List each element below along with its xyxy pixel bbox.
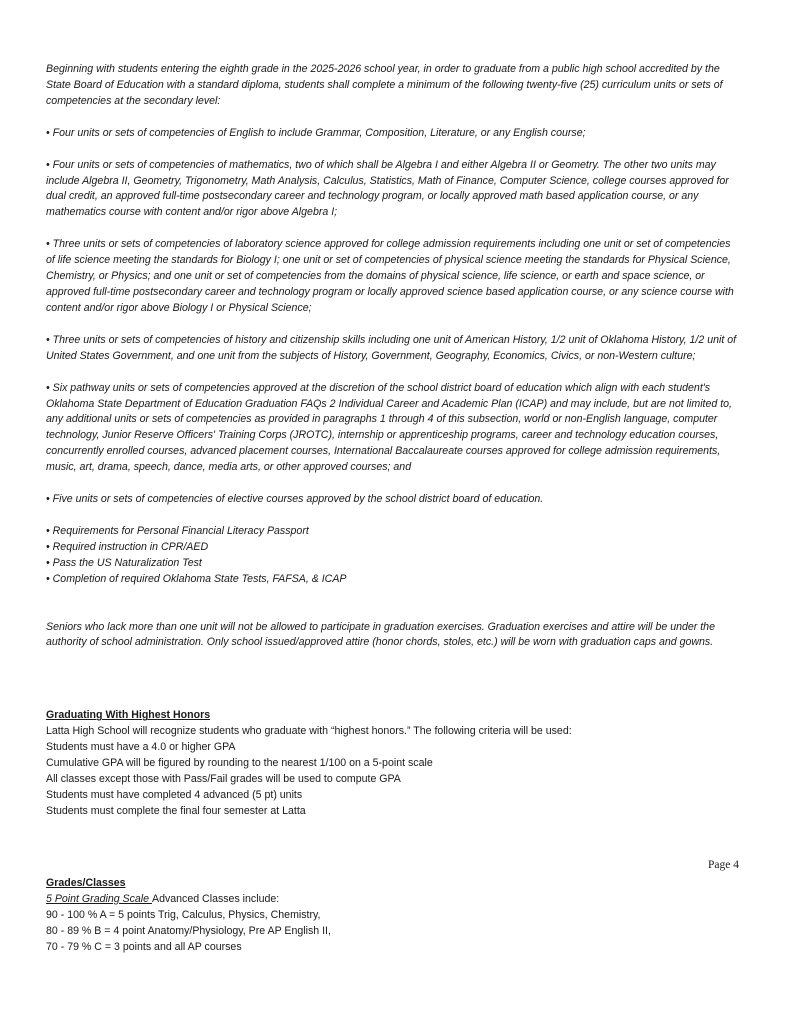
- requirement-mathematics: • Four units or sets of competencies of mathematics, two of which shall be Algebra I and either Algebra II or Geometry. The other two units may include Algebra II, Geometry, Trigonometry, Math Analysis, Calculus, Statistics, Math of Finance, Computer Science, college courses approved for dual credit, an approved full-time postsecondary career and technology program, or locally approved math based application course, or any mathematics course with content and/or rigor above Algebra I;: [46, 158, 729, 219]
- list-item: Students must have completed 4 advanced (5 pt) units: [46, 789, 303, 802]
- list-item: • Completion of required Oklahoma State Tests, FAFSA, & ICAP: [46, 572, 347, 585]
- section-heading: Graduating With Highest Honors: [46, 709, 211, 722]
- list-item: Students must have a 4.0 or higher GPA: [46, 741, 236, 754]
- requirement-history: • Three units or sets of competencies of history and citizenship skills including one unit of American History, 1/2 unit of Oklahoma History, 1/2 unit of United States Government, and one unit from the subjects of History, Government, Geography, Economics, Civics, or non-Western culture;: [46, 333, 737, 362]
- additional-requirements-list: [46, 524, 741, 588]
- list-item: 70 - 79 % C = 3 points and all AP courses: [46, 941, 242, 953]
- grading-scale-label: 5 Point Grading Scale: [46, 893, 152, 905]
- list-item: • Required instruction in CPR/AED: [46, 540, 209, 553]
- section-heading: Grades/Classes: [46, 877, 126, 889]
- highest-honors-section: [46, 707, 741, 819]
- requirement-science: • Three units or sets of competencies of laboratory science approved for college admission requirements including one unit or set of competencies of life science meeting the standards for Biology I; one unit or set of competencies of physical science meeting the standards for Physical Science, Chemistry, or Physics; and one unit or set of competencies from the domains of physical science, life science, or earth and space science, or approved full-time postsecondary career and technology program or locally approved science based application course, or any science course with content and/or rigor above Biology I or Physical Science;: [46, 238, 734, 314]
- page-number: Page 4: [708, 859, 739, 871]
- list-item: • Pass the US Naturalization Test: [46, 556, 202, 569]
- grading-scale-line: [46, 891, 331, 907]
- grades-classes-section: [46, 875, 331, 955]
- list-item: Cumulative GPA will be figured by rounding to the nearest 1/100 on a 5-point scale: [46, 757, 433, 770]
- advanced-classes-label: Advanced Classes include:: [152, 893, 280, 905]
- requirement-english: • Four units or sets of competencies of English to include Grammar, Composition, Literature, or any English course;: [46, 126, 586, 139]
- requirement-electives: • Five units or sets of competencies of elective courses approved by the school district board of education.: [46, 493, 544, 506]
- list-item: 90 - 100 % A = 5 points Trig, Calculus, Physics, Chemistry,: [46, 909, 321, 921]
- list-item: All classes except those with Pass/Fail grades will be used to compute GPA: [46, 773, 401, 786]
- graduation-exercises-note: Seniors who lack more than one unit will not be allowed to participate in graduation exercises. Graduation exercises and attire will be under the authority of school administration. Only school issued/approved attire (honor chords, stoles, etc.) will be worn with graduation caps and gowns.: [46, 620, 715, 649]
- requirement-pathway: • Six pathway units or sets of competencies approved at the discretion of the school district board of education which align with each student's Oklahoma State Department of Education Graduation FAQs 2 Individual Career and Academic Plan (ICAP) and may include, but are not limited to, any additional units or sets of competencies as provided in paragraphs 1 through 4 of this subsection, world or non-English language, computer technology, Junior Reserve Officers' Training Corps (JROTC), internship or apprenticeship programs, career and technology education courses, concurrently enrolled courses, advanced placement courses, International Baccalaureate courses approved for college admission requirements, music, art, drama, speech, dance, media arts, or other approved courses; and: [46, 381, 733, 474]
- list-item: 80 - 89 % B = 4 point Anatomy/Physiology, Pre AP English II,: [46, 925, 331, 937]
- list-item: • Requirements for Personal Financial Literacy Passport: [46, 524, 309, 537]
- list-item: Students must complete the final four semester at Latta: [46, 805, 306, 818]
- graduation-requirements-intro: Beginning with students entering the eighth grade in the 2025-2026 school year, in order to graduate from a public high school accredited by the State Board of Education with a standard diploma, students shall complete a minimum of the following twenty-five (25) curriculum units or sets of competencies at the secondary level:: [46, 63, 723, 107]
- page-content: [46, 62, 741, 819]
- honors-intro: Latta High School will recognize students who graduate with “highest honors.” The following criteria will be used:: [46, 725, 572, 738]
